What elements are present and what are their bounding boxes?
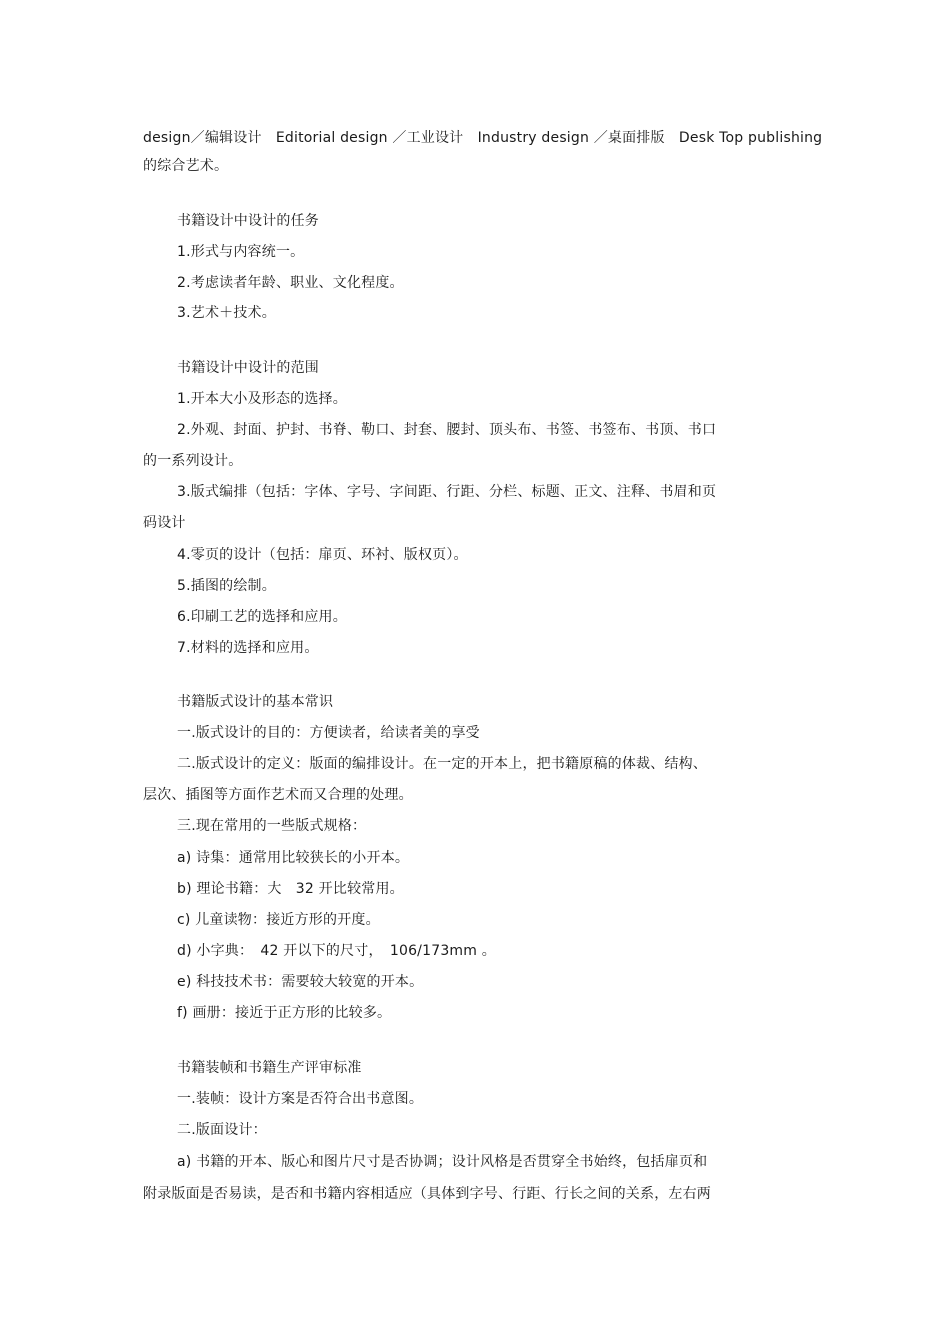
- section-heading-review-standards: 书籍装帧和书籍生产评审标准: [177, 1060, 362, 1076]
- list-item: 三.现在常用的一些版式规格：: [177, 818, 367, 834]
- list-item: 2.外观、封面、护封、书脊、勒口、封套、腰封、顶头布、书签、书签布、书顶、书口: [177, 422, 717, 438]
- list-item: 3.版式编排（包括：字体、字号、字间距、行距、分栏、标题、正文、注释、书眉和页: [177, 484, 717, 500]
- list-item: 二.版面设计：: [177, 1122, 267, 1138]
- list-item-continuation: 附录版面是否易读，是否和书籍内容相适应（具体到字号、行距、行长之间的关系，左右两: [143, 1186, 711, 1202]
- list-item-continuation: 层次、插图等方面作艺术而又合理的处理。: [143, 787, 413, 803]
- list-item: 一.版式设计的目的：方便读者，给读者美的享受: [177, 725, 480, 741]
- list-item: b) 理论书籍：大 32 开比较常用。: [177, 881, 404, 897]
- list-item: d) 小字典： 42 开以下的尺寸， 106/173mm 。: [177, 943, 496, 959]
- list-item: f) 画册：接近于正方形的比较多。: [177, 1005, 392, 1021]
- list-item-continuation: 码设计: [143, 515, 186, 531]
- list-item: 1.形式与内容统一。: [177, 244, 305, 260]
- list-item: 5.插图的绘制。: [177, 578, 276, 594]
- list-item: 一.装帧：设计方案是否符合出书意图。: [177, 1091, 424, 1107]
- list-item: 2.考虑读者年龄、职业、文化程度。: [177, 275, 404, 291]
- list-item: 7.材料的选择和应用。: [177, 640, 319, 656]
- section-heading-tasks: 书籍设计中设计的任务: [177, 213, 319, 229]
- list-item: a) 诗集：通常用比较狭长的小开本。: [177, 850, 410, 866]
- list-item: 3.艺术＋技术。: [177, 305, 276, 321]
- section-heading-scope: 书籍设计中设计的范围: [177, 360, 319, 376]
- intro-line-1: design／编辑设计 Editorial design ／工业设计 Industry design ／桌面排版 Desk Top publishing: [143, 130, 823, 146]
- list-item: 二.版式设计的定义：版面的编排设计。在一定的开本上，把书籍原稿的体裁、结构、: [177, 756, 708, 772]
- list-item-continuation: 的一系列设计。: [143, 453, 243, 469]
- list-item: c) 儿童读物：接近方形的开度。: [177, 912, 380, 928]
- list-item: 6.印刷工艺的选择和应用。: [177, 609, 347, 625]
- section-heading-layout-basics: 书籍版式设计的基本常识: [177, 694, 334, 710]
- list-item: a) 书籍的开本、版心和图片尺寸是否协调；设计风格是否贯穿全书始终，包括扉页和: [177, 1154, 708, 1170]
- intro-line-2: 的综合艺术。: [143, 158, 229, 174]
- list-item: e) 科技技术书：需要较大较宽的开本。: [177, 974, 424, 990]
- list-item: 1.开本大小及形态的选择。: [177, 391, 347, 407]
- list-item: 4.零页的设计（包括：扉页、环衬、版权页）。: [177, 547, 468, 563]
